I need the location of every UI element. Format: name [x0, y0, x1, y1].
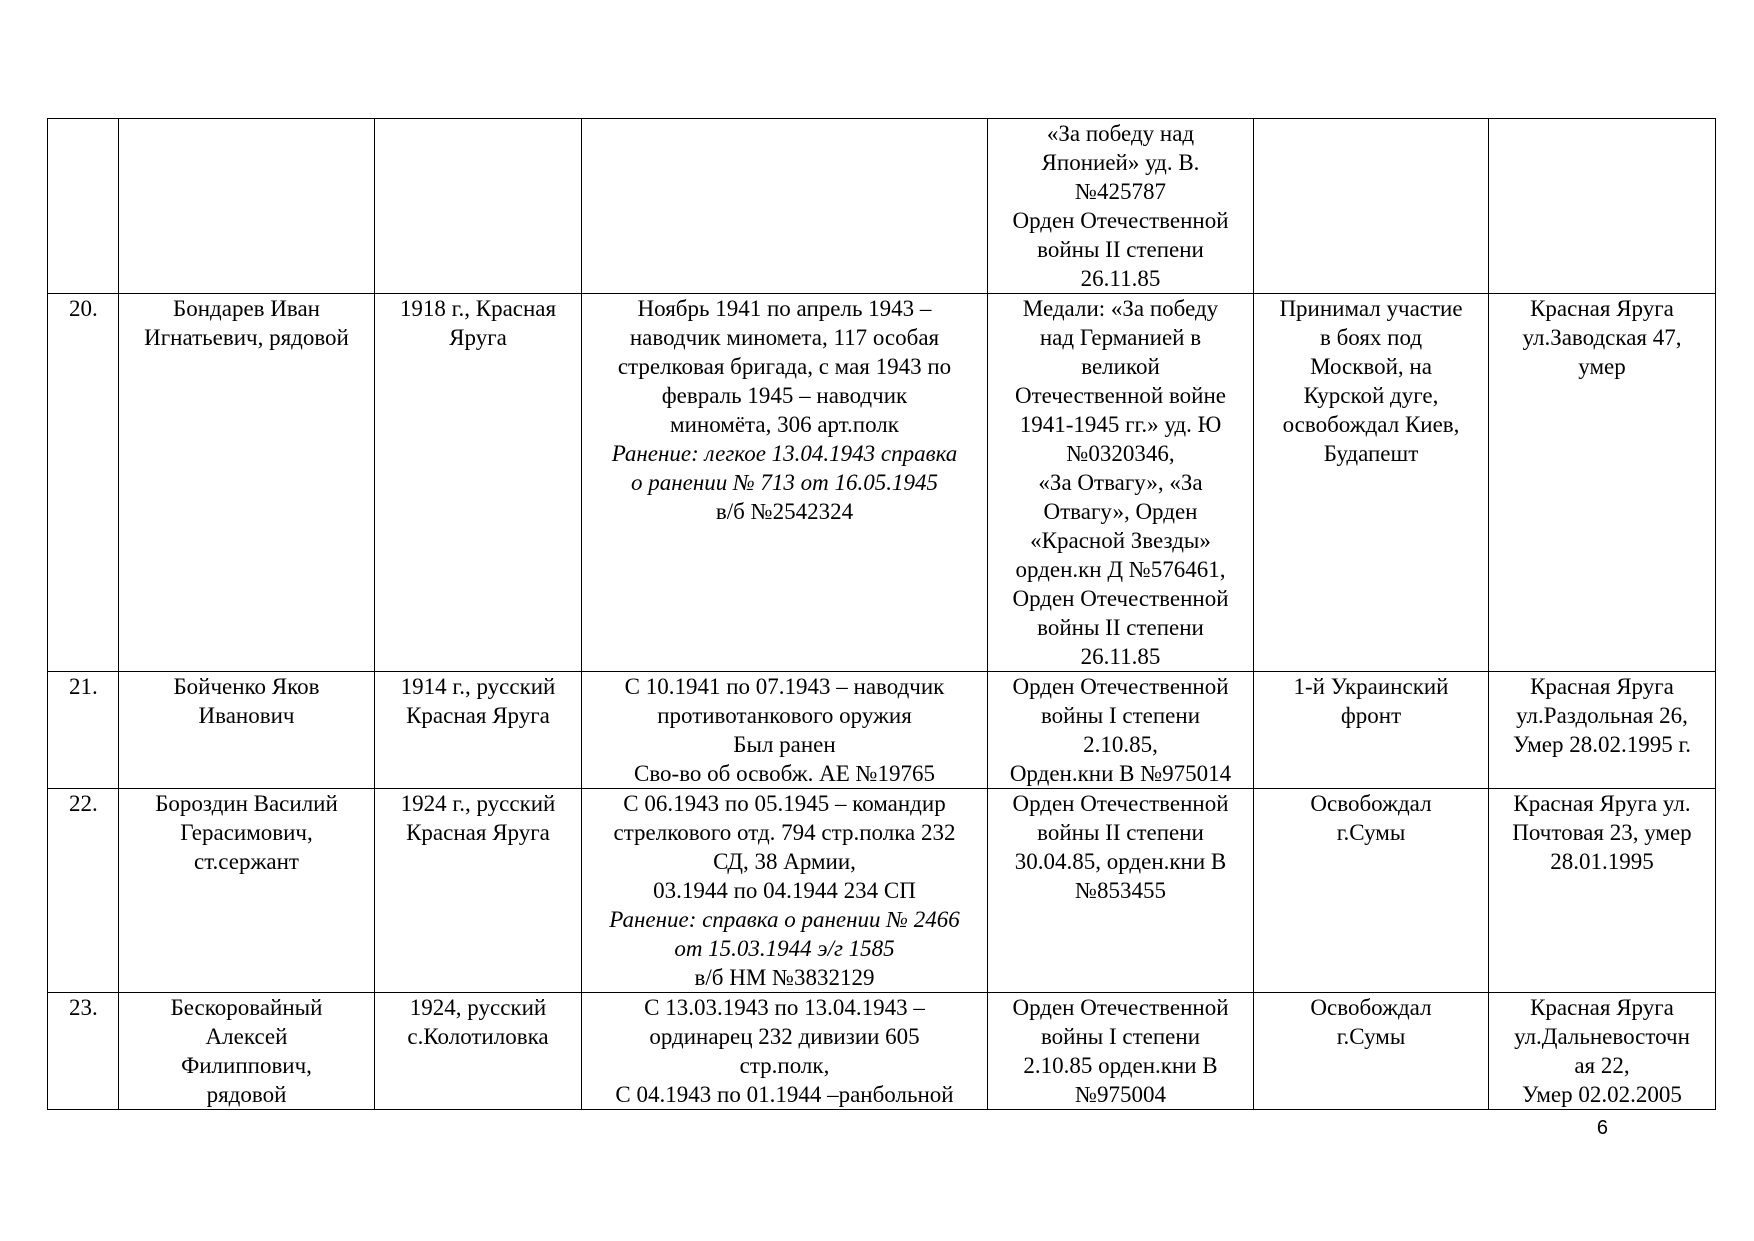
cell-residence: [1489, 119, 1716, 294]
cell-line: Будапешт: [1323, 441, 1419, 466]
cell-line: Орден Отечественной: [1012, 674, 1229, 699]
cell-line: Орден Отечественной: [1012, 586, 1229, 611]
table-row: [48, 993, 1716, 1110]
cell-line: 1924, русский: [409, 995, 547, 1020]
cell-line: 1-й Украинский: [1293, 674, 1449, 699]
cell-awards: [988, 789, 1254, 993]
cell-birth: [375, 294, 582, 672]
cell-line: Бороздин Василий: [155, 791, 338, 816]
cell-birth: [375, 993, 582, 1110]
cell-line: Игнатьевич, рядовой: [144, 325, 349, 350]
cell-service: [582, 789, 988, 993]
cell-line: 1914 г., русский: [400, 674, 556, 699]
cell-awards: [988, 119, 1254, 294]
cell-line: над Германией в: [1039, 325, 1202, 350]
cell-line: №425787: [1075, 179, 1166, 204]
cell-line: Ранение: легкое 13.04.1943 справка: [611, 441, 958, 466]
cell-line: г.Сумы: [1336, 820, 1406, 845]
cell-awards: [988, 993, 1254, 1110]
cell-line: стр.полк,: [739, 1053, 830, 1078]
cell-line: рядовой: [206, 1082, 287, 1107]
cell-line: Орден Отечественной: [1012, 208, 1229, 233]
cell-residence: [1489, 294, 1716, 672]
cell-line: Ноябрь 1941 по апрель 1943 –: [637, 296, 932, 321]
cell-line: войны II степени: [1037, 615, 1204, 640]
cell-line: 28.01.1995: [1550, 849, 1654, 874]
table-row: [48, 789, 1716, 993]
cell-service: [582, 119, 988, 294]
cell-residence: [1489, 672, 1716, 789]
cell-battles: [1254, 672, 1489, 789]
cell-line: в/б НМ №3832129: [694, 965, 875, 990]
cell-line: Отвагу», Орден: [1043, 499, 1198, 524]
cell-name: [119, 119, 375, 294]
cell-line: Бондарев Иван: [173, 296, 320, 321]
cell-line: ул.Раздольная 26,: [1516, 703, 1688, 728]
cell-line: в боях под: [1319, 325, 1423, 350]
cell-residence: [1489, 993, 1716, 1110]
page-number: 6: [1596, 1117, 1608, 1139]
cell-battles: [1254, 119, 1489, 294]
cell-line: Бескоровайный: [170, 995, 323, 1020]
cell-line: «За победу над: [1046, 121, 1195, 146]
cell-number: 20.: [48, 294, 119, 672]
cell-battles: [1254, 294, 1489, 672]
table-row: [48, 672, 1716, 789]
cell-line: Иванович: [198, 703, 295, 728]
cell-line: Герасимович,: [180, 820, 313, 845]
cell-name: [119, 672, 375, 789]
cell-line: стрелковая бригада, с мая 1943 по: [617, 354, 952, 379]
cell-line: войны II степени: [1037, 237, 1204, 262]
cell-line: «За Отвагу», «За: [1038, 470, 1203, 495]
table-body: [48, 119, 1716, 1110]
cell-line: 2.10.85,: [1083, 732, 1158, 757]
cell-line: Орден Отечественной: [1012, 791, 1229, 816]
cell-line: Принимал участие: [1279, 296, 1463, 321]
cell-line: 1924 г., русский: [400, 791, 556, 816]
cell-line: в/б №2542324: [715, 499, 854, 524]
cell-line: великой: [1081, 354, 1160, 379]
cell-line: о ранении № 713 от 16.05.1945: [630, 470, 939, 495]
cell-line: СД, 38 Армии,: [713, 849, 856, 874]
cell-line: Освобождал: [1310, 995, 1432, 1020]
cell-line: Умер 02.02.2005: [1522, 1082, 1682, 1107]
cell-line: Японией» уд. В.: [1041, 150, 1200, 175]
cell-number: 21.: [48, 672, 119, 789]
cell-line: ая 22,: [1574, 1053, 1630, 1078]
cell-line: стрелкового отд. 794 стр.полка 232: [613, 820, 956, 845]
cell-line: «Красной Звезды»: [1030, 528, 1211, 553]
cell-line: Медали: «За победу: [1022, 296, 1219, 321]
cell-line: от 15.03.1944 э/г 1585: [674, 936, 895, 961]
cell-birth: [375, 789, 582, 993]
cell-birth: [375, 672, 582, 789]
cell-line: войны I степени: [1040, 703, 1201, 728]
cell-line: с.Колотиловка: [407, 1024, 549, 1049]
cell-line: Сво-во об освобж. АЕ №19765: [634, 761, 935, 786]
cell-line: противотанкового оружия: [657, 703, 912, 728]
cell-number: 22.: [48, 789, 119, 993]
cell-number: 23.: [48, 993, 119, 1110]
cell-line: С 06.1943 по 05.1945 – командир: [623, 791, 946, 816]
cell-line: ул.Дальневосточн: [1514, 1024, 1690, 1049]
cell-line: Освобождал: [1310, 791, 1432, 816]
cell-residence: [1489, 789, 1716, 993]
cell-line: ординарец 232 дивизии 605: [649, 1024, 920, 1049]
cell-birth: [375, 119, 582, 294]
cell-line: С 04.1943 по 01.1944 –ранбольной: [615, 1082, 954, 1107]
cell-battles: [1254, 789, 1489, 993]
cell-service: [582, 294, 988, 672]
cell-line: Почтовая 23, умер: [1512, 820, 1692, 845]
cell-line: Курской дуге,: [1303, 383, 1439, 408]
cell-line: фронт: [1340, 703, 1402, 728]
cell-line: Умер 28.02.1995 г.: [1512, 732, 1692, 757]
cell-line: г.Сумы: [1336, 1024, 1406, 1049]
cell-line: 2.10.85 орден.кни В: [1023, 1053, 1218, 1078]
cell-line: ст.сержант: [194, 849, 299, 874]
cell-line: миномёта, 306 арт.полк: [670, 412, 899, 437]
cell-line: Яруга: [449, 325, 507, 350]
cell-line: 30.04.85, орден.кни В: [1014, 849, 1227, 874]
cell-line: 26.11.85: [1080, 266, 1161, 291]
cell-line: Орден Отечественной: [1012, 995, 1229, 1020]
cell-line: Алексей: [205, 1024, 288, 1049]
cell-line: Филиппович,: [181, 1053, 312, 1078]
cell-line: февраль 1945 – наводчик: [661, 383, 908, 408]
cell-line: Ранение: справка о ранении № 2466: [609, 907, 960, 932]
cell-line: Красная Яруга: [1530, 995, 1674, 1020]
cell-line: 26.11.85: [1080, 644, 1161, 669]
cell-line: Красная Яруга: [1530, 674, 1674, 699]
cell-awards: [988, 672, 1254, 789]
cell-line: Красная Яруга ул.: [1513, 791, 1691, 816]
cell-line: 03.1944 по 04.1944 234 СП: [653, 878, 916, 903]
cell-line: 1941-1945 гг.» уд. Ю: [1019, 412, 1222, 437]
cell-name: [119, 789, 375, 993]
cell-number: [48, 119, 119, 294]
table-row: [48, 294, 1716, 672]
cell-line: С 13.03.1943 по 13.04.1943 –: [644, 995, 925, 1020]
cell-line: Орден.кни В №975014: [1009, 761, 1232, 786]
cell-line: Красная Яруга: [406, 820, 550, 845]
cell-name: [119, 993, 375, 1110]
cell-line: ул.Заводская 47,: [1522, 325, 1682, 350]
cell-line: С 10.1941 по 07.1943 – наводчик: [624, 674, 945, 699]
cell-line: Красная Яруга: [406, 703, 550, 728]
cell-name: [119, 294, 375, 672]
cell-line: №853455: [1075, 878, 1166, 903]
cell-line: 1918 г., Красная: [399, 296, 557, 321]
cell-line: орден.кн Д №576461,: [1015, 557, 1226, 582]
cell-line: войны I степени: [1040, 1024, 1201, 1049]
cell-service: [582, 993, 988, 1110]
veterans-table: [47, 118, 1716, 1110]
cell-line: Москвой, на: [1310, 354, 1432, 379]
cell-line: освобождал Киев,: [1282, 412, 1460, 437]
cell-line: №975004: [1075, 1082, 1166, 1107]
cell-line: Красная Яруга: [1530, 296, 1674, 321]
cell-line: наводчик миномета, 117 особая: [629, 325, 940, 350]
cell-line: Был ранен: [733, 732, 836, 757]
cell-line: Бойченко Яков: [173, 674, 320, 699]
cell-line: №0320346,: [1066, 441, 1175, 466]
cell-battles: [1254, 993, 1489, 1110]
cell-line: умер: [1578, 354, 1626, 379]
cell-line: войны II степени: [1037, 820, 1204, 845]
cell-service: [582, 672, 988, 789]
cell-awards: [988, 294, 1254, 672]
cell-line: Отечественной войне: [1014, 383, 1227, 408]
table-row: [48, 119, 1716, 294]
